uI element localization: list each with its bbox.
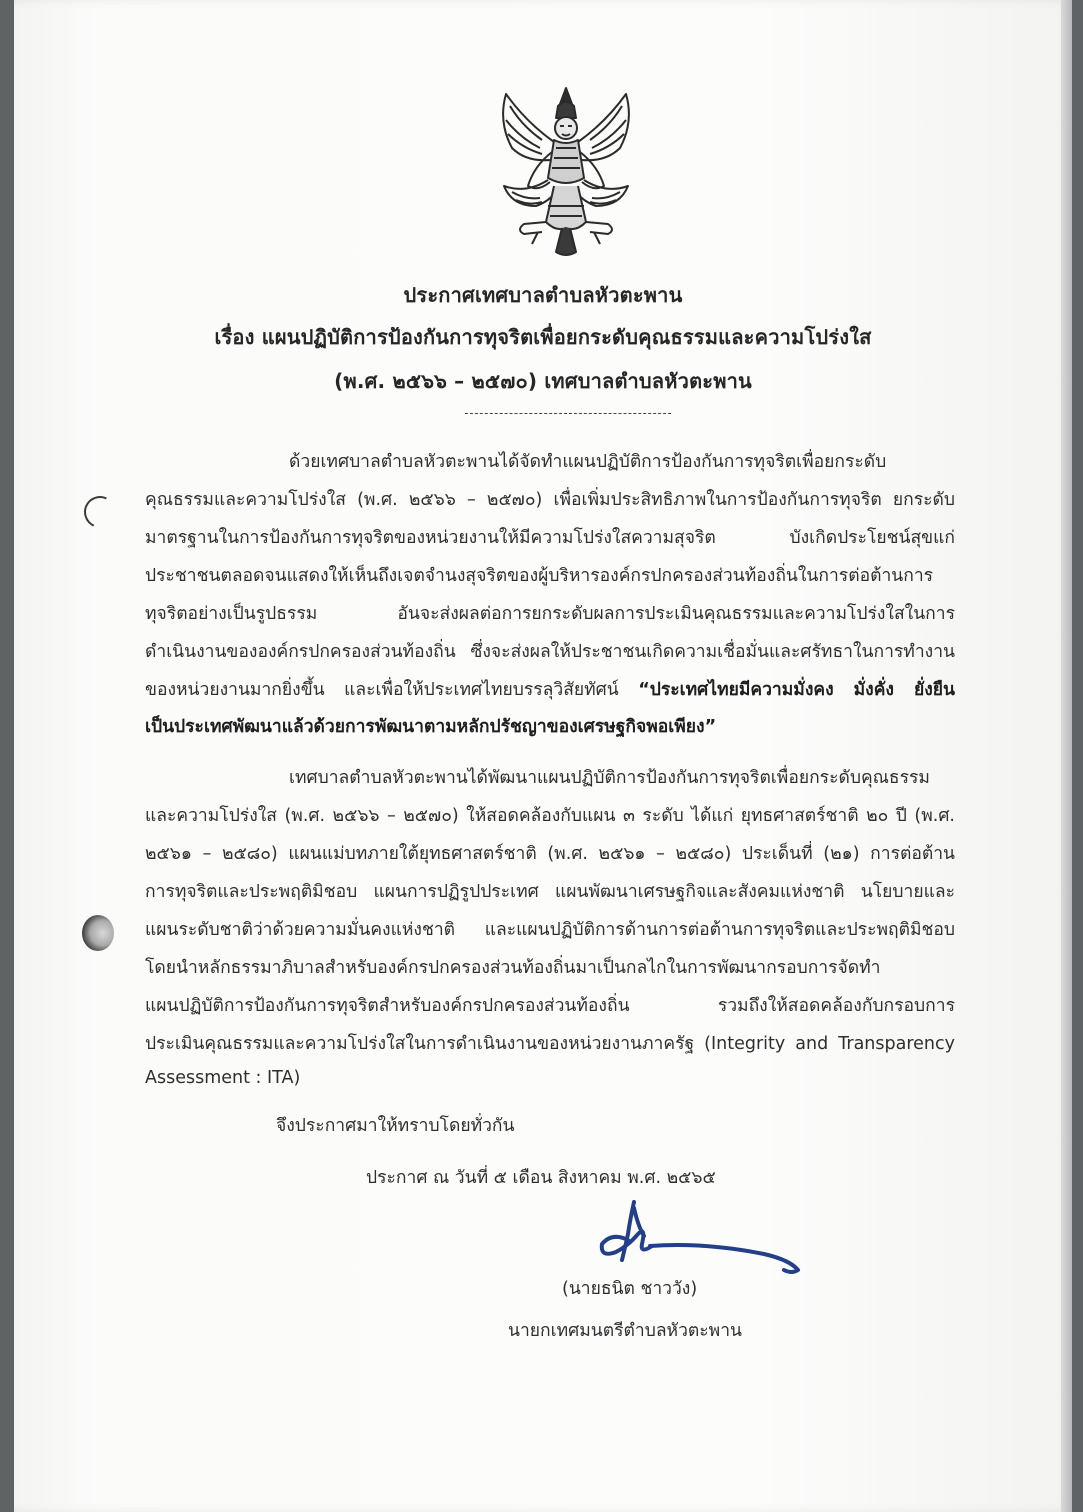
document-sheet	[14, 0, 1072, 1512]
paper-edge	[1061, 0, 1072, 1512]
paragraph2-line: การทุจริตและประพฤติมิชอบ แผนการปฏิรูปประเทศ แผนพัฒนาเศรษฐกิจและสังคมแห่งชาติ นโยบายและ	[145, 882, 955, 902]
vision-quote-end: เป็นประเทศพัฒนาแล้วด้วยการพัฒนาตามหลักปรัชญาของเศรษฐกิจพอเพียง”	[145, 717, 717, 737]
paragraph2-line: และความโปร่งใส (พ.ศ. ๒๕๖๖ – ๒๕๗๐) ให้สอดคล้องกับแผน ๓ ระดับ ได้แก่ ยุทธศาสตร์ชาติ ๒๐ ปี (พ.ศ.	[145, 806, 955, 826]
announcement-date: ประกาศ ณ วันที่ ๕ เดือน สิงหาคม พ.ศ. ๒๕๖๕	[366, 1168, 716, 1188]
paragraph2-line: โดยนำหลักธรรมาภิบาลสำหรับองค์กรปกครองส่วนท้องถิ่นมาเป็นกลไกในการพัฒนากรอบการจัดทำ	[145, 958, 881, 978]
vision-quote-start: “ประเทศไทยมีความมั่งคง มั่งคั่ง ยั่งยืน	[638, 680, 956, 700]
punch-hole	[82, 915, 114, 951]
paragraph1-text: ของหน่วยงานมากยิ่งขึ้น และเพื่อให้ประเทศไทยบรรลุวิสัยทัศน์	[145, 680, 639, 700]
paragraph1-line: ด้วยเทศบาลตำบลหัวตะพานได้จัดทำแผนปฏิบัติการป้องกันการทุจริตเพื่อยกระดับ	[289, 452, 887, 472]
paragraph2-line: ๒๕๖๑ – ๒๕๘๐) แผนแม่บทภายใต้ยุทธศาสตร์ชาติ (พ.ศ. ๒๕๖๑ – ๒๕๘๐) ประเด็นที่ (๒๑) การต่อต้าน	[145, 844, 955, 864]
paragraph1-line-vision	[145, 678, 955, 702]
punch-hole-mark	[79, 491, 120, 532]
paragraph1-line: มาตรฐานในการป้องกันการทุจริตของหน่วยงานให้มีความโปร่งใสความสุจริต บังเกิดประโยชน์สุขแก่	[145, 528, 955, 548]
paragraph1-line: คุณธรรมและความโปร่งใส (พ.ศ. ๒๕๖๖ – ๒๕๗๐) เพื่อเพิ่มประสิทธิภาพในการป้องกันการทุจริต ยกระดับ	[145, 490, 955, 510]
title-divider	[465, 413, 671, 414]
paragraph1-line: ดำเนินงานขององค์กรปกครองส่วนท้องถิ่น ซึ่งจะส่งผลให้ประชาชนเกิดความเชื่อมั่นและศรัทธาในการทำงาน	[145, 642, 955, 662]
paragraph2-line: ประเมินคุณธรรมและความโปร่งใสในการดำเนินงานของหน่วยงานภาครัฐ (Integrity and Transparency	[145, 1034, 955, 1054]
handwritten-signature	[594, 1196, 804, 1286]
garuda-emblem	[476, 82, 656, 262]
signer-name: (นายธนิต ชาววัง)	[562, 1279, 698, 1299]
announcement-title: ประกาศเทศบาลตำบลหัวตะพาน	[403, 283, 683, 307]
period-line: (พ.ศ. ๒๕๖๖ – ๒๕๗๐) เทศบาลตำบลหัวตะพาน	[334, 369, 752, 393]
paragraph2-line: Assessment : ITA)	[145, 1068, 301, 1088]
paragraph2-line: เทศบาลตำบลหัวตะพานได้พัฒนาแผนปฏิบัติการป้องกันการทุจริตเพื่อยกระดับคุณธรรม	[289, 768, 930, 788]
signer-position: นายกเทศมนตรีตำบลหัวตะพาน	[508, 1321, 743, 1341]
paragraph2-line: แผนปฏิบัติการป้องกันการทุจริตสำหรับองค์กรปกครองส่วนท้องถิ่น รวมถึงให้สอดคล้องกับกรอบการ	[145, 996, 955, 1016]
paragraph1-line: ทุจริตอย่างเป็นรูปธรรม อันจะส่งผลต่อการยกระดับผลการประเมินคุณธรรมและความโปร่งใสในการ	[145, 604, 955, 624]
paragraph1-line: ประชาชนตลอดจนแสดงให้เห็นถึงเจตจำนงสุจริตของผู้บริหารองค์กรปกครองส่วนท้องถิ่นในการต่อต้านการ	[145, 566, 934, 586]
closing-statement: จึงประกาศมาให้ทราบโดยทั่วกัน	[276, 1116, 515, 1136]
paragraph2-line: แผนระดับชาติว่าด้วยความมั่นคงแห่งชาติ และแผนปฏิบัติการด้านการต่อต้านการทุจริตและประพฤติมิชอบ	[145, 920, 955, 940]
subject-line: เรื่อง แผนปฏิบัติการป้องกันการทุจริตเพื่อยกระดับคุณธรรมและความโปร่งใส	[214, 325, 872, 349]
